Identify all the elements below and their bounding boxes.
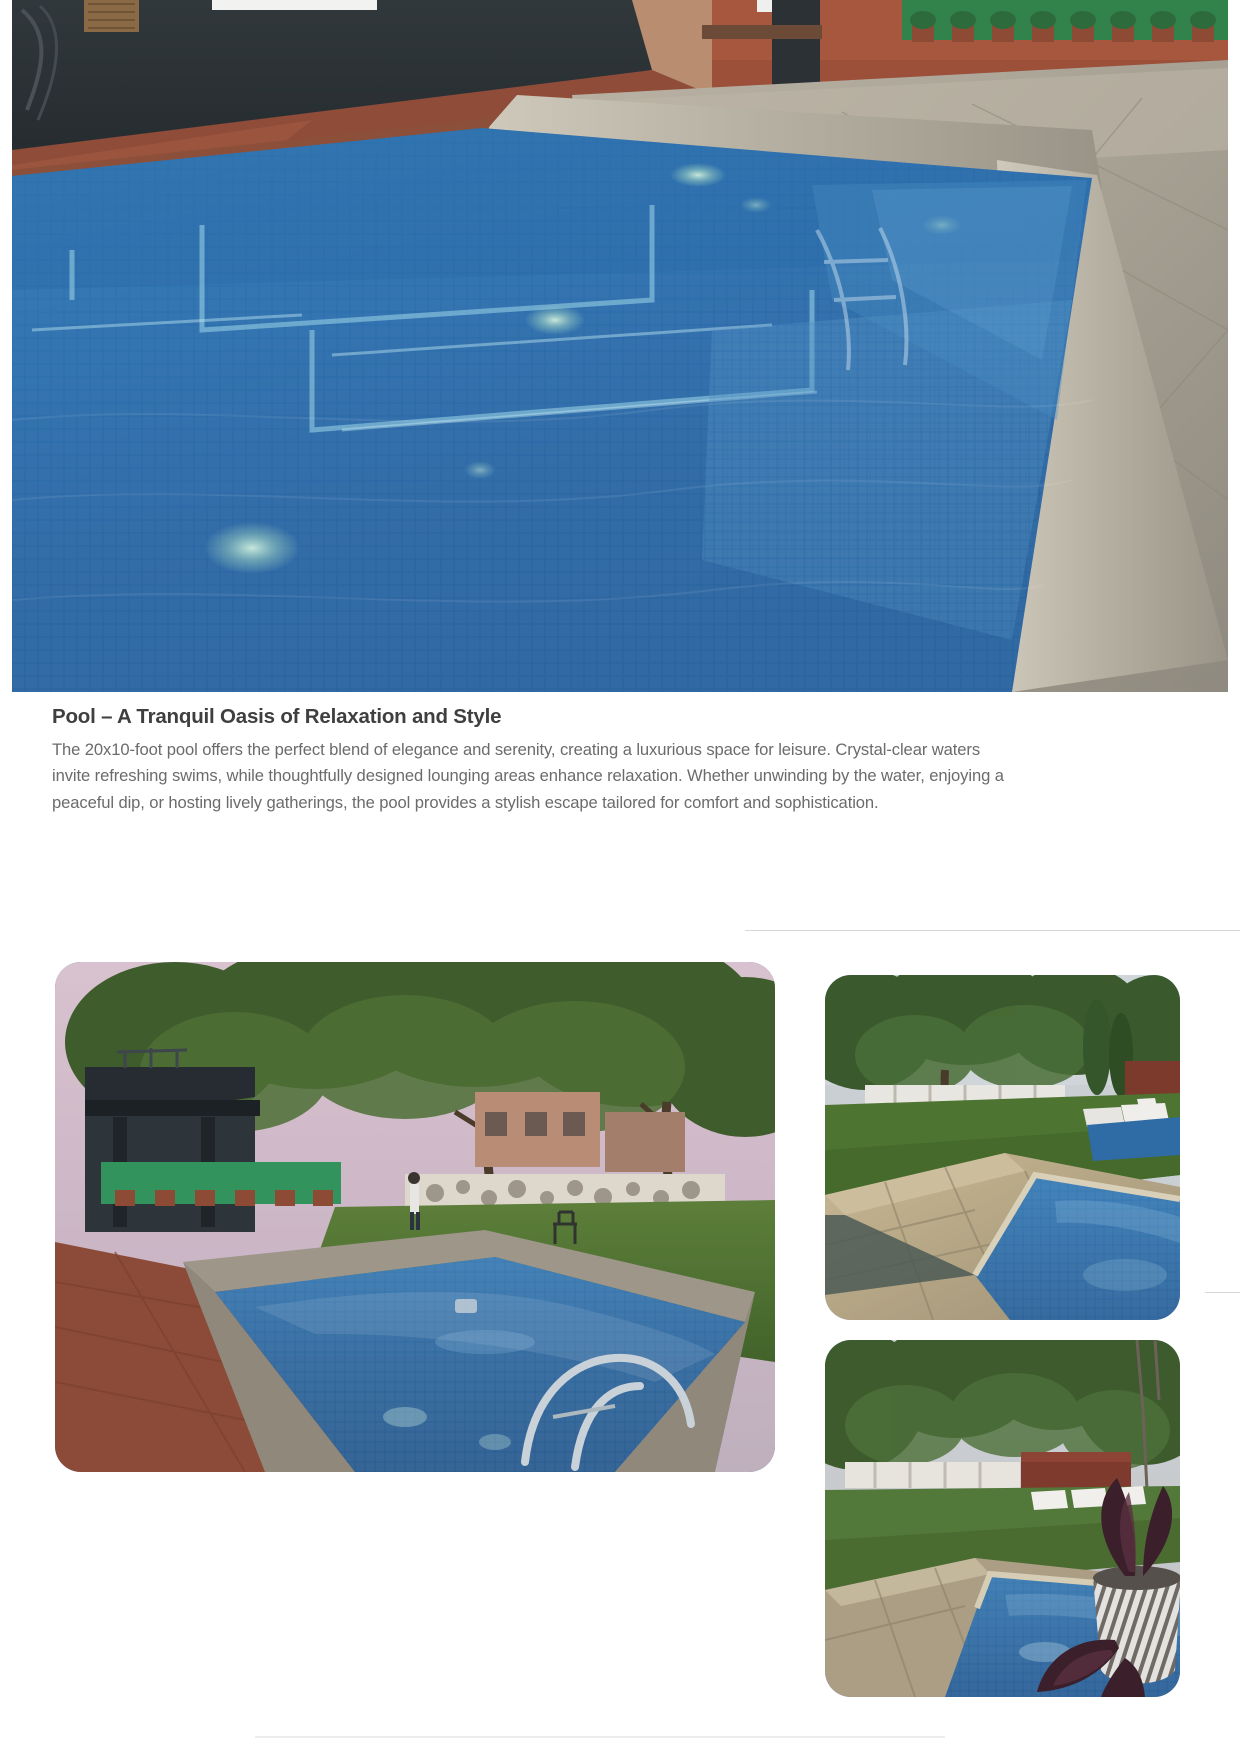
section-body-text: The 20x10-foot pool offers the perfect blend of elegance and serenity, creating a luxurious space for leisure. Crystal-clear waters invite refreshing swims, while thoughtfully designed lounging areas enhance relaxation. Whether unwinding by the water, enjoying a peaceful dip, or hosting lively gatherings, the pool provides a stylish escape tailored for comfort and sophistication.: [52, 739, 1004, 813]
divider-mid-right: [1205, 1292, 1240, 1293]
gallery-image-pool-corner: [825, 975, 1180, 1320]
hero-pool-image: [12, 0, 1228, 692]
hero-pool-illustration: [12, 0, 1228, 692]
gallery-bottom-right-illustration: [825, 1340, 1180, 1697]
gallery-large-illustration: [55, 962, 775, 1472]
gallery-image-pool-garden: [55, 962, 775, 1472]
section-title: Pool – A Tranquil Oasis of Relaxation and Style: [52, 705, 502, 728]
divider-top-right: [745, 930, 1240, 931]
footer-divider: [255, 1736, 945, 1738]
gallery-top-right-illustration: [825, 975, 1180, 1320]
gallery-image-pool-planter: [825, 1340, 1180, 1697]
pool-description-block: [52, 705, 1032, 817]
